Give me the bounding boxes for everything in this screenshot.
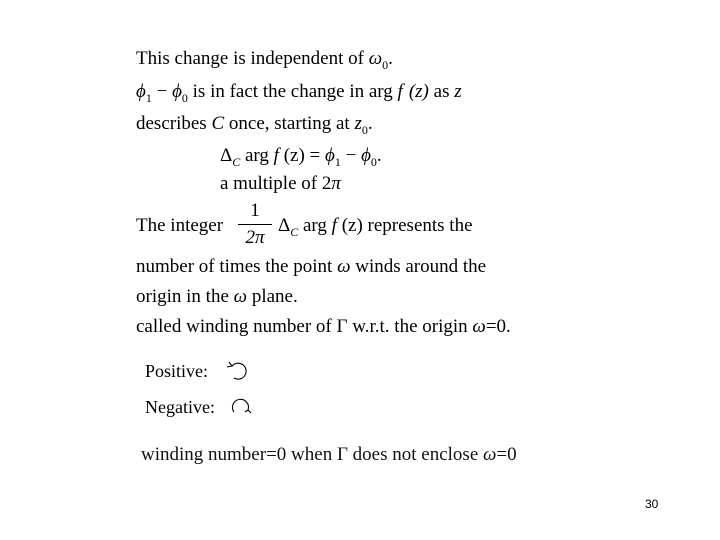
legend-positive — [145, 361, 208, 382]
line-multiple-of-2pi: a multiple of 2π — [220, 173, 341, 194]
line-describes-c: describes C once, starting at $z_0$. — [136, 113, 373, 137]
fraction-bar — [238, 224, 272, 225]
negative-label: Negative: — [145, 397, 215, 417]
line-winding-number-definition: called winding number of Γ w.r.t. the origin ω=0. — [136, 316, 511, 337]
equation-delta-arg: $\Delta_C$ arg f $(z) = \phi_1 - \phi_0$. — [220, 145, 382, 169]
line-number-of-times: number of times the point ω winds around the — [136, 256, 487, 277]
line-winding-zero: winding number=0 when Γ does not enclose ω=0 — [141, 444, 517, 465]
clockwise-arrow-icon — [226, 396, 256, 420]
legend-negative — [145, 397, 215, 418]
fraction-numerator: 1 — [250, 200, 260, 221]
page-number: 30 — [645, 497, 659, 511]
fraction-denominator: 2π — [245, 227, 265, 248]
line-the-integer: The integer — [136, 215, 224, 236]
line-origin-in-plane: origin in the ω plane. — [136, 286, 298, 307]
counterclockwise-arrow-icon — [226, 360, 252, 382]
positive-label: Positive: — [145, 361, 209, 381]
line-independent-of-omega: This change is independent of $\omega_0$. — [136, 48, 393, 72]
line-phi-difference: $\phi_1 - \phi_0$ is in fact the change in arg f (z) as z — [136, 81, 462, 105]
line-represents-the: $\Delta_C$ arg f (z) represents the — [278, 215, 473, 239]
